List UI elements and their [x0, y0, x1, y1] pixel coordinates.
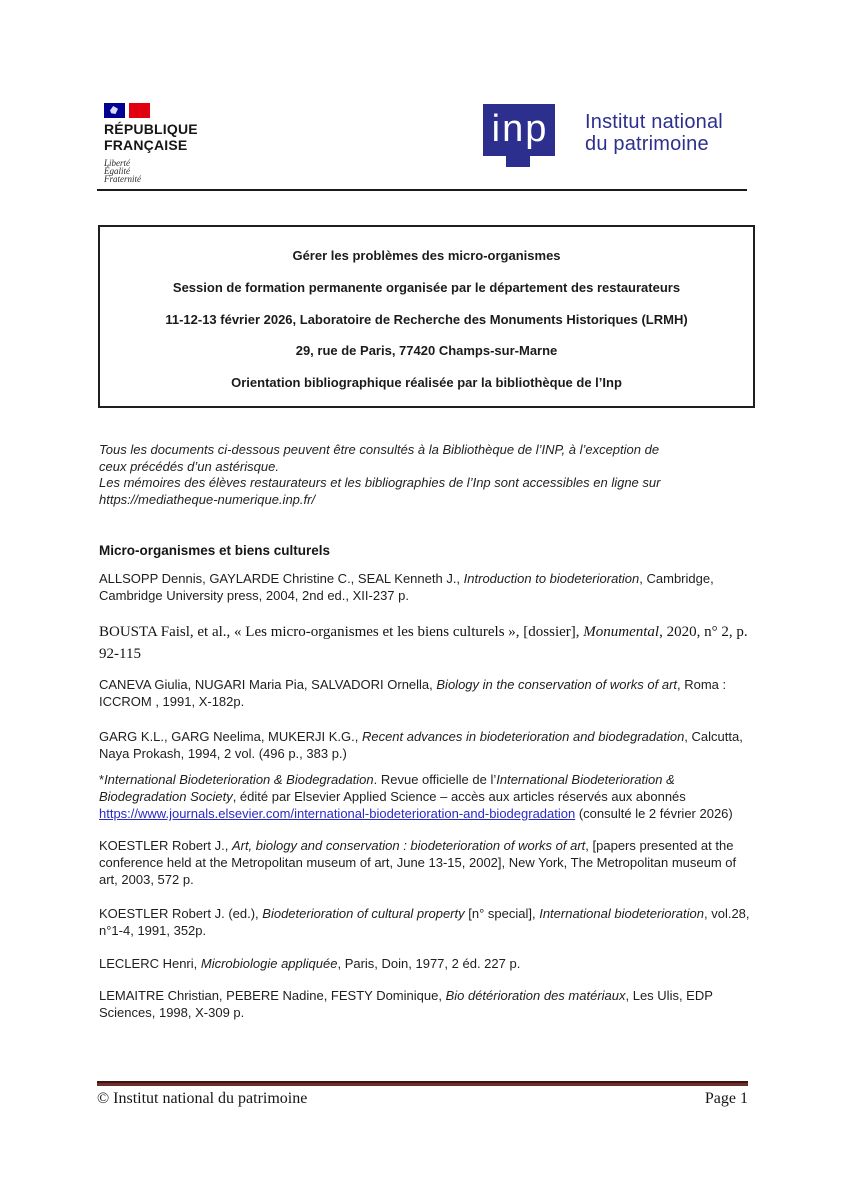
intro-line3: Les mémoires des élèves restaurateurs et les bibliographies de l’Inp sont accessibles en ligne sur	[99, 475, 661, 490]
intro-url: https://mediatheque-numerique.inp.fr/	[99, 491, 316, 507]
bib-entry-allsopp	[99, 570, 752, 604]
session-address: 29, rue de Paris, 77420 Champs-sur-Marne	[295, 343, 558, 359]
plain-text: , [papers presented at the conference held at the Metropolitan museum of art, June 13-15, 2002], New York, The Metropolitan museum of art, 2003, 572 p.	[99, 838, 737, 887]
bib-entry-caneva	[99, 676, 752, 710]
italic-text: International Biodeterioration & Biodegradation Society	[99, 772, 675, 804]
hyperlink[interactable]: https://www.journals.elsevier.com/international-biodeterioration-and-biodegradation	[99, 806, 576, 821]
bib-entry-international-biodeterioration	[99, 771, 752, 822]
italic-text: Bio détérioration des matériaux	[445, 988, 626, 1003]
inp-name-line2: du patrimoine	[585, 133, 709, 155]
italic-text: Biodeterioration of cultural property	[262, 906, 465, 921]
plain-text: LECLERC Henri,	[99, 956, 201, 971]
rf-logo-title	[104, 122, 244, 153]
session-subtitle: Session de formation permanente organisée par le département des restaurateurs	[172, 279, 681, 295]
footer-copyright: © Institut national du patrimoine	[97, 1090, 308, 1107]
italic-text: International Biodeterioration & Biodegradation	[104, 772, 374, 787]
plain-text: *	[99, 772, 105, 787]
bib-entry-leclerc	[99, 955, 752, 972]
plain-text: , 2020, n° 2, p. 92-115	[99, 624, 748, 662]
bib-entry-bousta	[99, 621, 752, 665]
bib-entry-koestler-1991	[99, 905, 752, 939]
inp-acronym: inp	[491, 108, 549, 150]
rf-motto-line2: Égalité	[104, 166, 130, 176]
italic-text: Microbiologie appliquée	[200, 956, 338, 971]
flag-red-block	[129, 103, 150, 118]
italic-text: Biology in the conservation of works of art	[436, 677, 678, 692]
bib-entry-koestler-2003	[99, 837, 752, 888]
page-footer	[97, 1090, 748, 1108]
italic-text: Recent advances in biodeterioration and biodegradation	[361, 729, 685, 744]
session-date-location: 11-12-13 février 2026, Laboratoire de Recherche des Monuments Historiques (LRMH)	[165, 311, 688, 327]
rf-title-line2: FRANÇAISE	[104, 136, 188, 153]
inp-name	[585, 111, 805, 155]
italic-text: Introduction to biodeterioration	[463, 571, 640, 586]
plain-text: , Paris, Doin, 1977, 2 éd. 227 p.	[337, 956, 521, 971]
plain-text: , Les Ulis, EDP Sciences, 1998, X-309 p.	[99, 988, 713, 1020]
plain-text: , Roma : ICCROM , 1991, X-182p.	[99, 677, 727, 709]
plain-text: KOESTLER Robert J. (ed.),	[99, 906, 263, 921]
plain-text: CANEVA Giulia, NUGARI Maria Pia, SALVADORI Ornella,	[99, 677, 437, 692]
flag-blue-block	[104, 103, 125, 118]
inp-name-line1: Institut national	[585, 111, 723, 133]
french-flag-icon	[104, 103, 151, 118]
session-title: Gérer les problèmes des micro-organismes	[292, 248, 561, 263]
plain-text: (consulté le 2 février 2026)	[575, 806, 733, 821]
section-heading: Micro-organismes et biens culturels	[99, 543, 331, 558]
republique-francaise-logo	[104, 103, 244, 183]
plain-text: GARG K.L., GARG Neelima, MUKERJI K.G.,	[99, 729, 362, 744]
italic-text: Art, biology and conservation : biodeterioration of works of art	[231, 838, 586, 853]
session-orientation: Orientation bibliographique réalisée par la bibliothèque de l’Inp	[231, 375, 622, 390]
intro-line2: ceux précédés d’un astérisque.	[99, 458, 279, 474]
plain-text: , Calcutta, Naya Prokash, 1994, 2 vol. (496 p., 383 p.)	[99, 729, 743, 761]
plain-text: [n° special],	[464, 906, 540, 921]
session-title-box	[98, 225, 755, 408]
intro-line1: Tous les documents ci-dessous peuvent être consultés à la Bibliothèque de l’INP, à l’exception de	[99, 442, 660, 457]
italic-text: Monumental	[583, 624, 660, 640]
plain-text: LEMAITRE Christian, PEBERE Nadine, FESTY Dominique,	[99, 988, 446, 1003]
intro-note	[99, 442, 755, 508]
plain-text: , vol.28, n°1-4, 1991, 352p.	[99, 906, 750, 938]
rf-title-line1: RÉPUBLIQUE	[104, 121, 198, 137]
footer-page-number: Page 1	[704, 1090, 748, 1107]
plain-text: KOESTLER Robert J.,	[99, 838, 232, 853]
rf-motto-line1: Liberté	[104, 158, 130, 168]
inp-logo-tab	[506, 156, 530, 167]
header-divider	[97, 189, 747, 191]
italic-text: International biodeterioration	[539, 906, 704, 921]
plain-text: BOUSTA Faisl, et al., « Les micro-organismes et les biens culturels », [dossier],	[99, 624, 584, 640]
rf-motto-line3: Fraternité	[104, 174, 141, 184]
plain-text: . Revue officielle de l’	[373, 772, 497, 787]
rf-motto	[104, 159, 244, 183]
plain-text: , Cambridge, Cambridge University press, 2004, 2nd ed., XII-237 p.	[99, 571, 714, 603]
bibliography-list	[99, 570, 752, 1037]
plain-text: ALLSOPP Dennis, GAYLARDE Christine C., SEAL Kenneth J.,	[99, 571, 464, 586]
plain-text: , édité par Elsevier Applied Science – accès aux articles réservés aux abonnés	[232, 789, 686, 804]
footer-divider	[97, 1081, 748, 1086]
bib-entry-lemaitre	[99, 987, 752, 1021]
bib-entry-garg	[99, 728, 752, 762]
